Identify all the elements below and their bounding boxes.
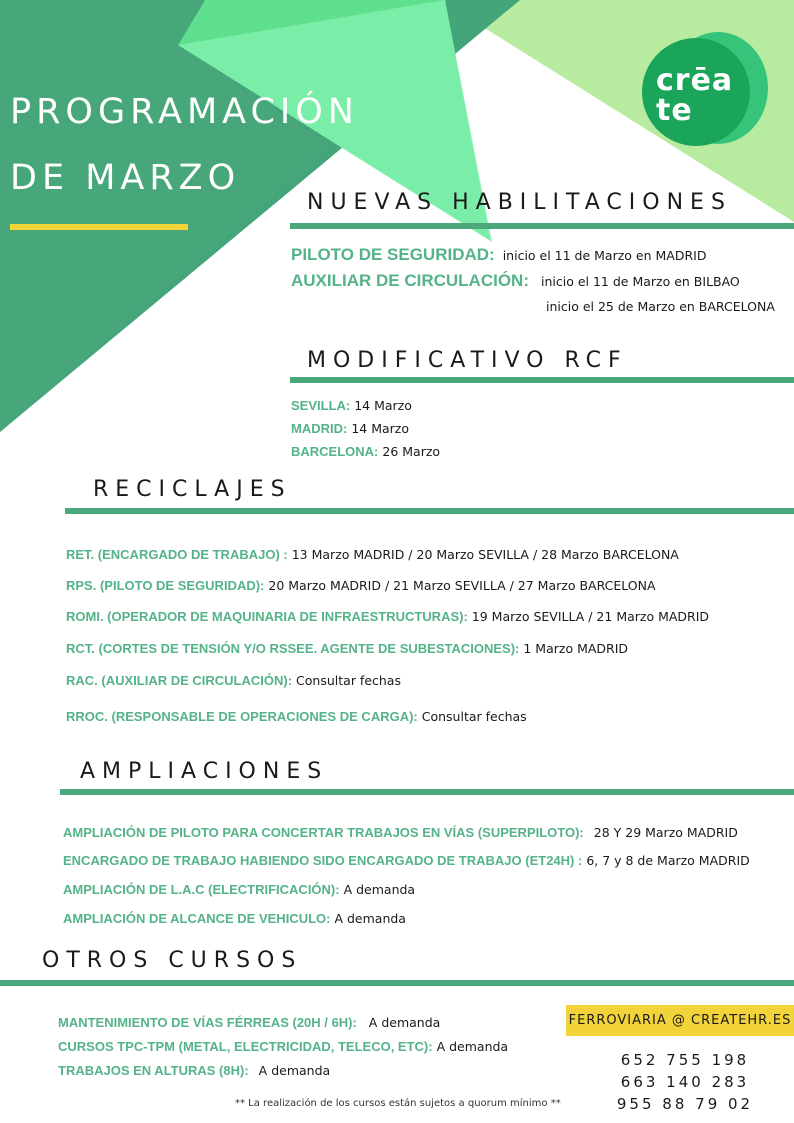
list-item — [291, 271, 740, 291]
item-label: MANTENIMIENTO DE VÍAS FÉRREAS (20H / 6H): — [58, 1015, 357, 1030]
list-item — [291, 245, 706, 265]
list-item — [58, 1060, 330, 1079]
item-value: Consultar fechas — [421, 709, 527, 724]
item-label: SEVILLA: — [291, 398, 351, 413]
section-rule-otros — [0, 980, 794, 986]
list-item — [66, 544, 679, 563]
page-title-line-2: DE MARZO — [10, 158, 241, 198]
item-value: A demanda — [436, 1039, 509, 1054]
item-value: 28 Y 29 Marzo MADRID — [593, 825, 738, 840]
item-value: 26 Marzo — [382, 444, 441, 459]
list-item — [63, 908, 406, 927]
list-item — [63, 822, 738, 841]
create-logo — [640, 28, 772, 146]
list-item — [66, 670, 401, 689]
item-value: inicio el 25 de Marzo en BARCELONA — [546, 299, 775, 314]
section-title-otros: OTROS CURSOS — [42, 948, 303, 973]
item-label: PILOTO DE SEGURIDAD: — [291, 245, 495, 264]
item-value: A demanda — [368, 1015, 441, 1030]
item-value: 1 Marzo MADRID — [523, 641, 629, 656]
list-item — [66, 638, 628, 657]
item-value: inicio el 11 de Marzo en MADRID — [502, 248, 707, 263]
item-label: AUXILIAR DE CIRCULACIÓN: — [291, 271, 529, 290]
item-label: RET. (ENCARGADO DE TRABAJO) : — [66, 547, 288, 562]
section-title-ampliaciones: AMPLIACIONES — [80, 759, 329, 784]
item-value: 14 Marzo — [354, 398, 412, 413]
item-label: RROC. (RESPONSABLE DE OPERACIONES DE CARGA): — [66, 709, 418, 724]
section-title-reciclajes: RECICLAJES — [93, 477, 292, 502]
list-item — [58, 1036, 508, 1055]
item-label: RCT. (CORTES DE TENSIÓN Y/O RSSEE. AGENTE DE SUBESTACIONES): — [66, 641, 520, 656]
contact-phone[interactable]: 652 755 198 — [620, 1051, 750, 1069]
list-item-continuation — [540, 296, 775, 315]
item-label: ROMI. (OPERADOR DE MAQUINARIA DE INFRAESTRUCTURAS): — [66, 609, 468, 624]
contact-email[interactable]: FERROVIARIA @ CREATEHR.ES — [566, 1005, 794, 1036]
list-item — [291, 395, 412, 414]
footnote: ** La realización de los cursos están sujetos a quorum mínimo ** — [235, 1098, 561, 1109]
list-item — [291, 441, 440, 460]
item-value: Consultar fechas — [296, 673, 401, 688]
item-label: AMPLIACIÓN DE PILOTO PARA CONCERTAR TRABAJOS EN VÍAS (SUPERPILOTO): — [63, 825, 584, 840]
logo-text: crēa te — [656, 63, 734, 128]
contact-phone[interactable]: 663 140 283 — [620, 1073, 750, 1091]
item-value: A demanda — [334, 911, 406, 926]
list-item — [58, 1012, 440, 1031]
list-item — [66, 606, 709, 625]
page-title-line-1: PROGRAMACIÓN — [10, 92, 359, 132]
list-item — [291, 418, 409, 437]
contact-phone[interactable]: 955 88 79 02 — [616, 1095, 754, 1113]
item-value: A demanda — [343, 882, 416, 897]
item-value: 13 Marzo MADRID / 20 Marzo SEVILLA / 28 Marzo BARCELONA — [291, 547, 679, 562]
section-title-rcf: MODIFICATIVO RCF — [307, 348, 628, 373]
section-rule-reciclajes — [65, 508, 794, 514]
item-label: BARCELONA: — [291, 444, 379, 459]
list-item — [63, 850, 750, 869]
list-item — [63, 879, 415, 898]
section-rule-nuevas — [290, 223, 794, 229]
item-value: inicio el 11 de Marzo en BILBAO — [541, 274, 740, 289]
item-label: TRABAJOS EN ALTURAS (8H): — [58, 1063, 249, 1078]
item-label: AMPLIACIÓN DE ALCANCE DE VEHICULO: — [63, 911, 331, 926]
list-item — [66, 706, 527, 725]
section-rule-ampliaciones — [60, 789, 794, 795]
section-title-nuevas: NUEVAS HABILITACIONES — [307, 190, 732, 215]
item-value: A demanda — [258, 1063, 331, 1078]
item-value: 6, 7 y 8 de Marzo MADRID — [586, 853, 750, 868]
item-label: MADRID: — [291, 421, 348, 436]
item-label: RAC. (AUXILIAR DE CIRCULACIÓN): — [66, 673, 293, 688]
item-label: AMPLIACIÓN DE L.A.C (ELECTRIFICACIÓN): — [63, 882, 340, 897]
item-label: CURSOS TPC-TPM (METAL, ELECTRICIDAD, TELECO, ETC): — [58, 1039, 433, 1054]
list-item — [66, 575, 656, 594]
item-value: 19 Marzo SEVILLA / 21 Marzo MADRID — [471, 609, 710, 624]
item-value: 14 Marzo — [351, 421, 410, 436]
section-rule-rcf — [290, 377, 794, 383]
item-label: ENCARGADO DE TRABAJO HABIENDO SIDO ENCARGADO DE TRABAJO (ET24H) : — [63, 853, 583, 868]
item-value: 20 Marzo MADRID / 21 Marzo SEVILLA / 27 Marzo BARCELONA — [268, 578, 656, 593]
title-underline — [10, 224, 188, 230]
item-label: RPS. (PILOTO DE SEGURIDAD): — [66, 578, 265, 593]
